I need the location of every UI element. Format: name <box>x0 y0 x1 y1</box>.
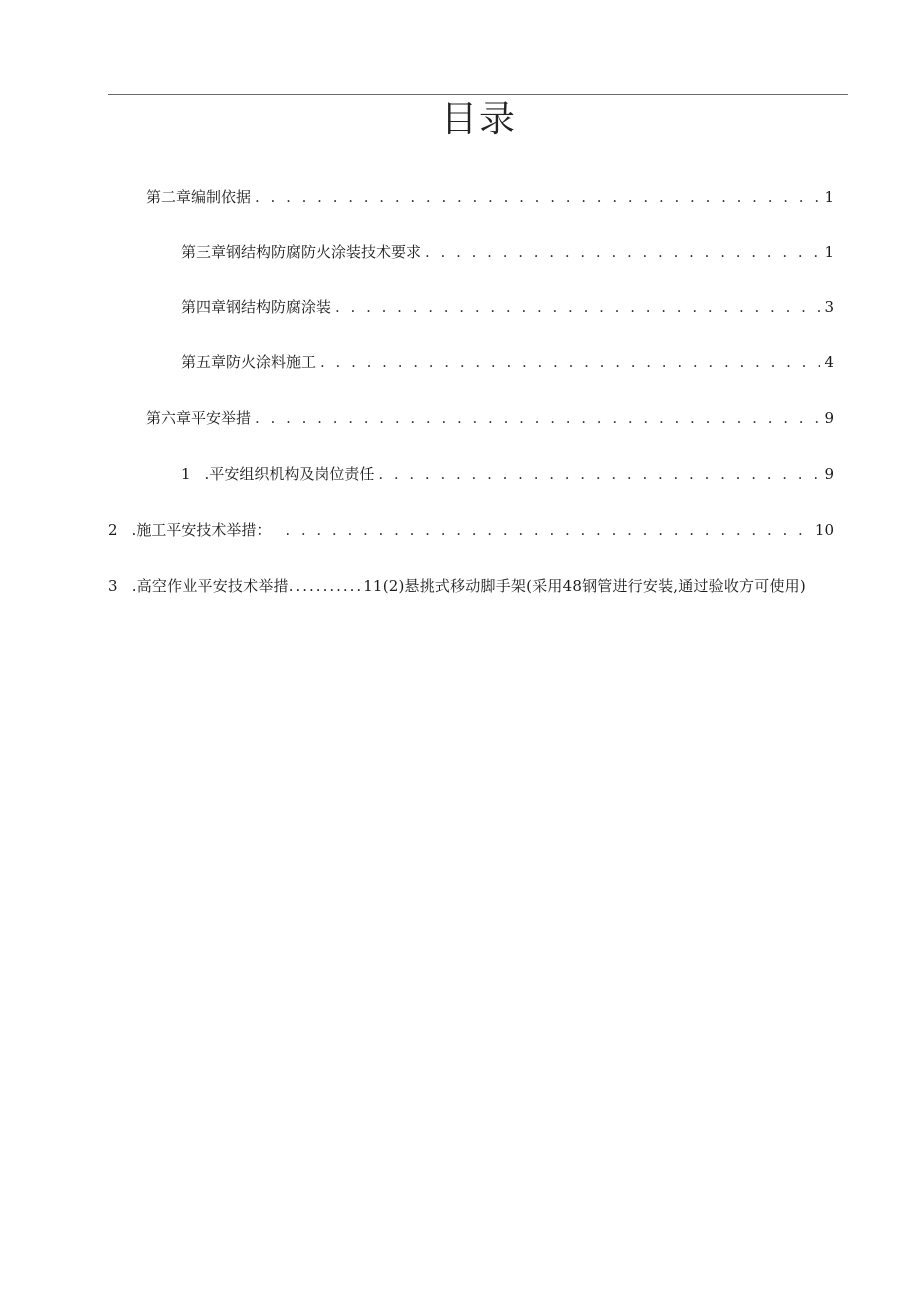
toc-entry-label: 第五章防火涂料施工 <box>181 353 317 371</box>
toc-entry-label <box>181 464 374 484</box>
toc-entry-number: 3 <box>108 577 118 595</box>
toc-entry-section-3[interactable] <box>108 576 806 596</box>
toc-entry-text: .高空作业平安技术举措 <box>131 577 289 595</box>
toc-entry-chapter-3[interactable] <box>181 242 834 262</box>
toc-dot-leader <box>255 408 820 428</box>
toc-entry-number: 1 <box>181 465 191 483</box>
toc-dot-leader <box>320 352 820 372</box>
toc-entry-label: 第六章平安举措 <box>146 409 252 427</box>
toc-entry-page: 11 <box>363 577 383 595</box>
toc-dot-leader <box>285 520 811 540</box>
toc-entry-page: 9 <box>824 409 834 427</box>
toc-entry-text: .平安组织机构及岗位责任 <box>204 465 375 483</box>
toc-entry-chapter-6[interactable] <box>146 408 834 428</box>
toc-entry-label: 第二章编制依据 <box>146 188 252 206</box>
toc-entry-section-2[interactable] <box>108 520 834 540</box>
toc-entry-chapter-4[interactable] <box>181 297 834 317</box>
toc-dot-leader <box>335 297 820 317</box>
toc-entry-label <box>108 520 271 540</box>
toc-entry-overflow-text: (2)悬挑式移动脚手架(采用48钢管进行安装,通过验收方可使用) <box>382 577 806 595</box>
toc-entry-page: 3 <box>824 298 834 316</box>
toc-entry-label: 第四章钢结构防腐涂装 <box>181 298 332 316</box>
toc-dot-leader <box>378 464 820 484</box>
toc-entry-page: 9 <box>824 465 834 483</box>
header-rule <box>108 94 848 95</box>
toc-entry-text: .施工平安技术举措： <box>131 521 272 539</box>
toc-entry-page: 10 <box>814 521 834 539</box>
toc-dot-leader <box>425 242 820 262</box>
toc-dot-leader: ........... <box>288 577 364 595</box>
toc-entry-page: 1 <box>824 243 834 261</box>
toc-title: 目录 <box>440 99 517 140</box>
toc-entry-chapter-2[interactable] <box>146 187 834 207</box>
toc-dot-leader <box>255 187 820 207</box>
toc-entry-chapter-5[interactable] <box>181 352 834 372</box>
toc-entry-page: 4 <box>824 353 834 371</box>
toc-entry-page: 1 <box>824 188 834 206</box>
toc-entry-number: 2 <box>108 521 118 539</box>
toc-entry-label: 第三章钢结构防腐防火涂装技术要求 <box>181 243 422 261</box>
toc-entry-section-1[interactable] <box>181 464 834 484</box>
